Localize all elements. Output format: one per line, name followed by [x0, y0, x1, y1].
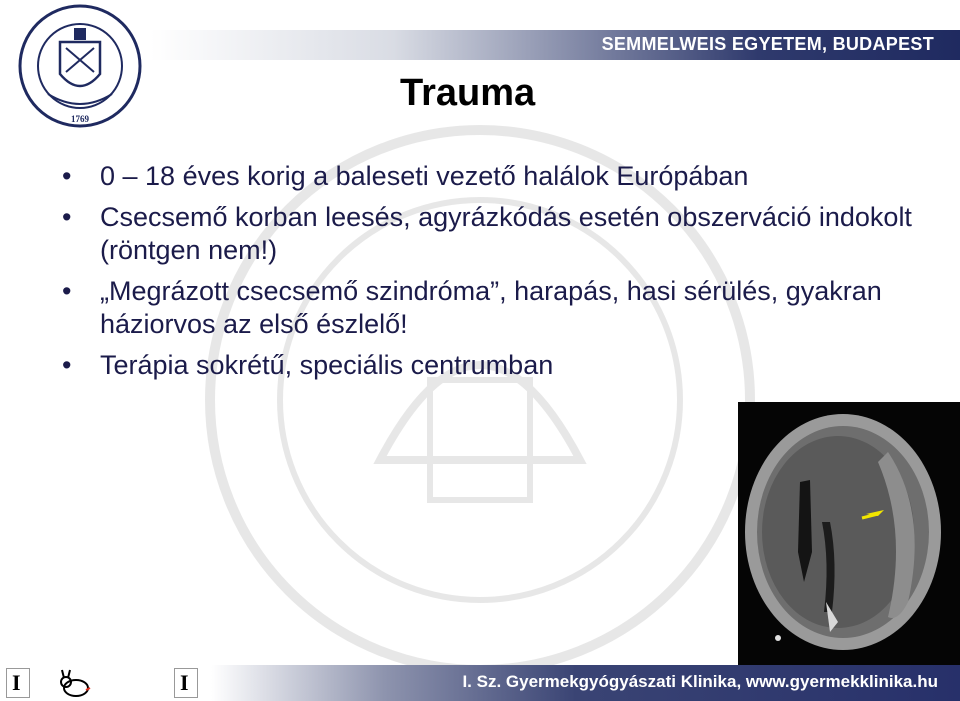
institution-name: SEMMELWEIS EGYETEM, BUDAPEST [601, 34, 934, 54]
bullet-item: • 0 – 18 éves korig a baleseti vezető halálok Európában [56, 160, 936, 193]
footer-letter-left: I [12, 670, 21, 695]
bullet-list [56, 160, 936, 390]
footer-letter-right: I [180, 670, 189, 695]
bullet-item: • „Megrázott csecsemő szindróma”, harapás, hasi sérülés, gyakran háziorvos az első észlelő! [56, 275, 936, 341]
bullet-item: • Terápia sokrétű, speciális centrumban [56, 349, 936, 382]
ct-brain-scan-image [738, 402, 960, 668]
slide-title: Trauma [400, 72, 536, 114]
bullet-item: • Csecsemő korban leesés, agyrázkódás esetén obszerváció indokolt (röntgen nem!) [56, 201, 936, 267]
bunny-logo-icon [56, 668, 94, 698]
university-seal-icon [8, 2, 152, 132]
seal-year: 1769 [71, 114, 89, 124]
clinic-footer: I. Sz. Gyermekgyógyászati Klinika, www.gyermekklinika.hu [462, 672, 938, 691]
